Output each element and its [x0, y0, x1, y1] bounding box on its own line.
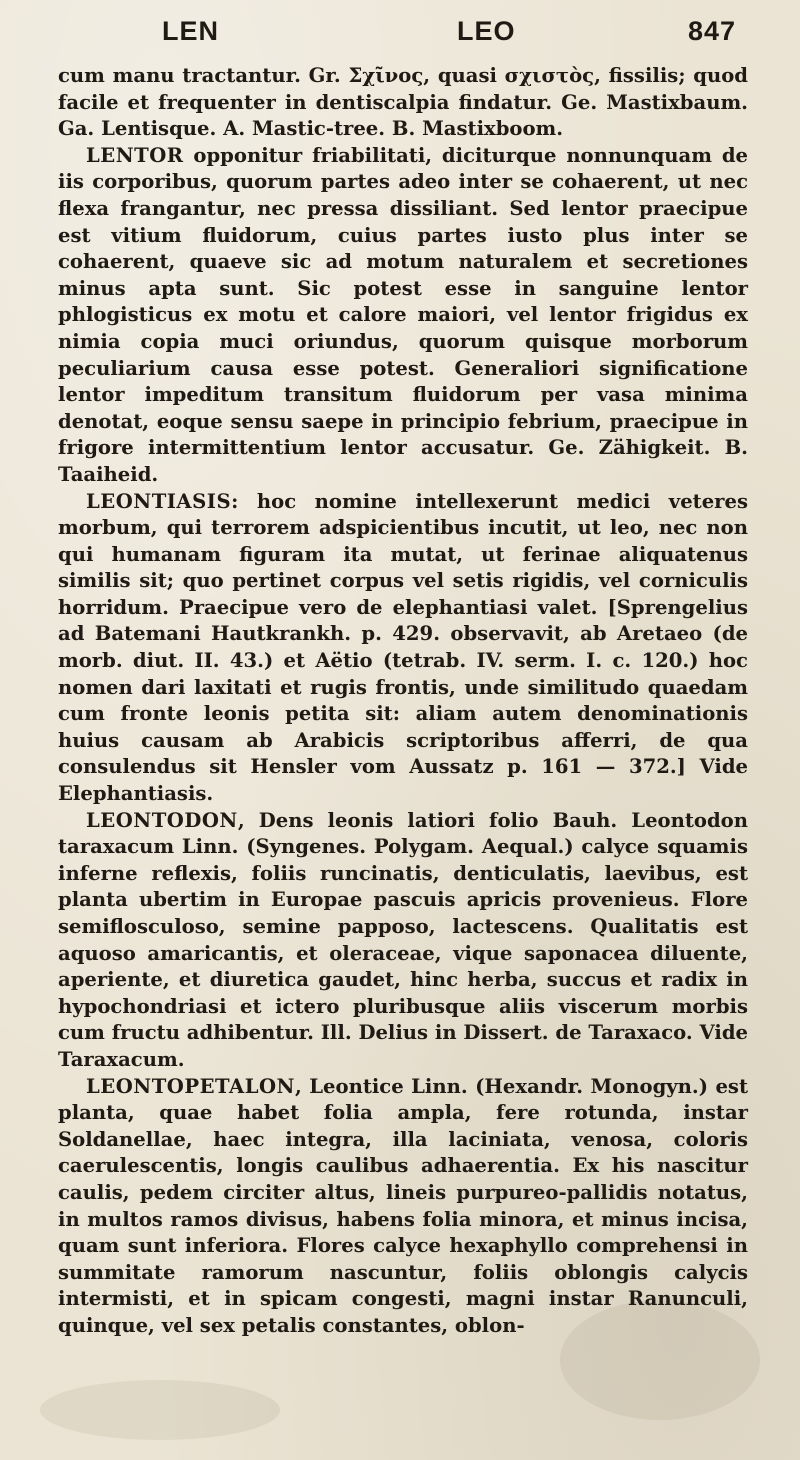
entry-headword: LEONTOPETALON [86, 1074, 295, 1098]
paper-stain [40, 1380, 280, 1440]
entry-headword: LEONTODON [86, 808, 238, 832]
entry-text: : hoc nomine intellexerunt medici veteres morbum, qui terrorem adspicientibus incutit, ut leo, nec non qui humanam figuram ita mutat, ut ferinae aliquatenus similis sit; quo pertinet corpus vel setis rigidis, vel corniculis horridum. Praecipue vero de elephantiasi valet. [Sprengelius ad Batemani Hautkrankh. p. 429. observavit, ab Aretaeo (de morb. diut. II. 43.) et Aëtio (tetrab. IV. serm. I. c. 120.) hoc nomen dari laxitati et rugis frontis, unde similitudo quaedam cum fronte leonis petita sit: aliam autem denominationis huius causam ab Arabicis scriptoribus afferri, de qua consulendus sit Hensler vom Aussatz p. 161 — 372.] Vide Elephantiasis. [58, 489, 748, 806]
entry-leontopetalon [58, 1074, 748, 1340]
continuation-paragraph [58, 63, 748, 143]
entry-headword: LEONTIASIS [86, 489, 232, 513]
running-head-center: LEO [457, 16, 516, 46]
entry-leontiasis [58, 489, 748, 808]
page-number: 847 [688, 16, 737, 46]
entry-text: , Dens leonis latiori folio Bauh. Leontodon taraxacum Linn. (Syngenes. Polygam. Aequal.) calyce squamis inferne reflexis, foliis runcinatis, denticulatis, laevibus, est planta ubertim in Europae pascuis apricis provenieus. Flore semiflosculoso, semine papposo, lactescens. Qualitatis est aquoso amaricantis, et oleraceae, vique saponacea diluente, aperiente, et diuretica gaudet, hinc herba, succus et radix in hypochondriasi et ictero pluribusque aliis viscerum morbis cum fructu adhibentur. Ill. Delius in Dissert. de Taraxaco. Vide Taraxacum. [58, 808, 748, 1071]
running-head-left: LEN [162, 16, 219, 46]
entry-lentor [58, 143, 748, 489]
running-head [0, 16, 800, 56]
entry-text: , Leontice Linn. (Hexandr. Monogyn.) est planta, quae habet folia ampla, fere rotunda, instar Soldanellae, haec integra, illa laciniata, venosa, coloris caerulescentis, longis caulibus adhaerentia. Ex his nascitur caulis, pedem circiter altus, lineis purpureo-pallidis notatus, in multos ramos divisus, habens folia minora, et minus incisa, quam sunt inferiora. Flores calyce hexaphyllo comprehensi in summitate ramorum nascuntur, foliis oblongis calycis intermisti, et in spicam congesti, magni instar Ranunculi, quinque, vel sex petalis constantes, oblon- [58, 1074, 748, 1337]
paragraph-text: cum manu tractantur. Gr. Σχῖνος, quasi σχιστὸς, fissilis; quod facile et frequenter in dentiscalpia findatur. Ge. Mastixbaum. Ga. Lentisque. A. Mastic-tree. B. Mastixboom. [58, 64, 748, 141]
entry-leontodon [58, 808, 748, 1074]
entry-text: opponitur friabilitati, diciturque nonnunquam de iis corporibus, quorum partes adeo inter se cohaerent, ut nec flexa frangantur, nec pressa dissiliant. Sed lentor praecipue est vitium fluidorum, cuius partes iusto plus inter se cohaerent, quaeve sic ad motum naturalem et secretiones minus apta sunt. Sic potest esse in sanguine lentor phlogisticus ex motu et calore maiori, vel lentor frigidus ex nimia copia muci oriundus, quorum quisque morborum peculiarium causa esse potest. Generaliori significatione lentor impeditum transitum fluidorum per vasa minima denotat, eoque sensu saepe in principio febrium, praecipue in frigore intermittentium lentor accusatur. Ge. Zähigkeit. B. Taaiheid. [58, 143, 748, 486]
entry-headword: LENTOR [86, 143, 184, 167]
dictionary-text [58, 63, 748, 1340]
